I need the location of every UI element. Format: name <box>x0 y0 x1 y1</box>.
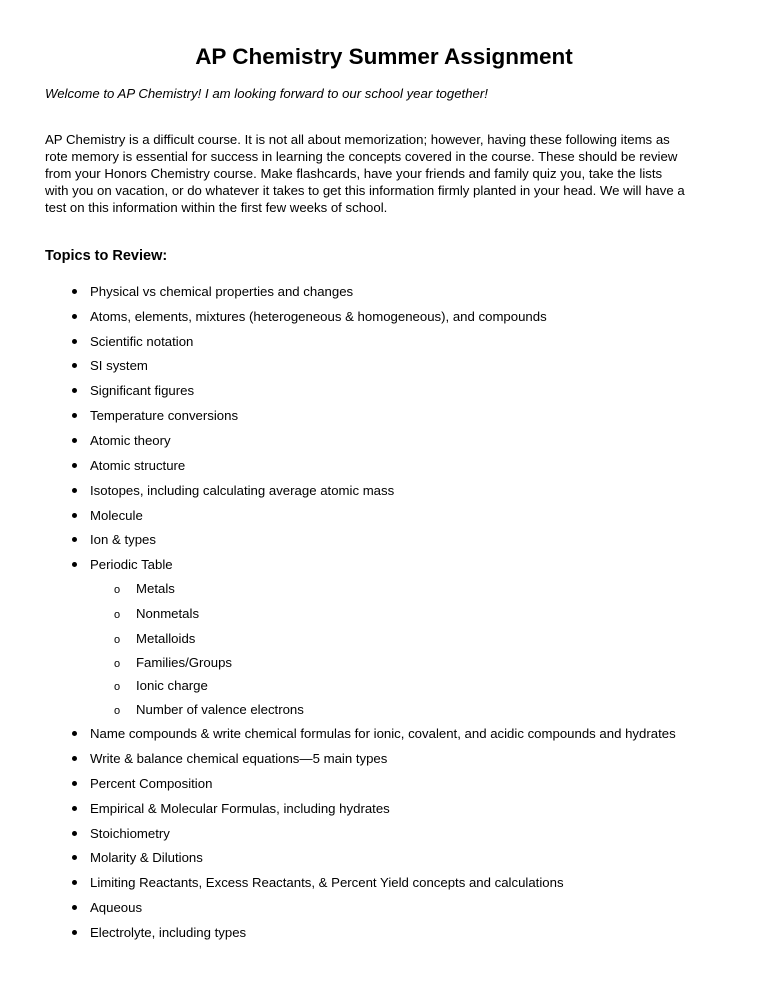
topic-text: Atomic theory <box>90 433 171 448</box>
hollow-bullet-icon: o <box>114 681 121 693</box>
topic-text: Electrolyte, including types <box>90 925 247 940</box>
page-title: AP Chemistry Summer Assignment <box>195 44 573 69</box>
intro-line: test on this information within the first few weeks of school. <box>45 200 388 215</box>
bullet-icon <box>72 314 77 319</box>
intro-line: with you on vacation, or do whatever it takes to get this information firmly planted in your head. We will have a <box>45 183 685 198</box>
bullet-icon <box>72 806 77 811</box>
topic-text: Scientific notation <box>90 334 194 349</box>
topic-text: Metalloids <box>136 631 196 646</box>
bullet-icon <box>72 438 77 443</box>
bullet-icon <box>72 289 77 294</box>
bullet-icon <box>72 488 77 493</box>
hollow-bullet-icon: o <box>114 584 121 596</box>
topic-text: Temperature conversions <box>90 408 239 423</box>
topics-heading: Topics to Review: <box>45 248 168 264</box>
hollow-bullet-icon: o <box>114 705 121 717</box>
topic-text: Molarity & Dilutions <box>90 850 203 865</box>
bullet-icon <box>72 905 77 910</box>
topic-text: Ionic charge <box>136 678 208 693</box>
bullet-icon <box>72 781 77 786</box>
bullet-icon <box>72 831 77 836</box>
topic-text: Number of valence electrons <box>136 702 304 717</box>
topic-text: Atoms, elements, mixtures (heterogeneous & homogeneous), and compounds <box>90 309 547 324</box>
intro-line: AP Chemistry is a difficult course. It is not all about memorization; however, having these following items as <box>45 132 670 147</box>
topic-text: Ion & types <box>90 532 156 547</box>
topic-text: Stoichiometry <box>90 826 170 841</box>
topic-text: Limiting Reactants, Excess Reactants, & Percent Yield concepts and calculations <box>90 875 564 890</box>
topic-text: Empirical & Molecular Formulas, including hydrates <box>90 801 390 816</box>
topic-text: Nonmetals <box>136 606 200 621</box>
topic-text: Physical vs chemical properties and changes <box>90 284 354 299</box>
topic-text: Significant figures <box>90 383 195 398</box>
topic-text: Percent Composition <box>90 776 213 791</box>
topic-text: Write & balance chemical equations—5 main types <box>90 751 388 766</box>
hollow-bullet-icon: o <box>114 634 121 646</box>
topic-text: Aqueous <box>90 900 143 915</box>
intro-line: rote memory is essential for success in learning the concepts covered in the course. These should be review <box>45 149 678 164</box>
intro-paragraph <box>45 131 735 216</box>
hollow-bullet-icon: o <box>114 658 121 670</box>
topic-text: SI system <box>90 358 148 373</box>
topic-text: Atomic structure <box>90 458 186 473</box>
bullet-icon <box>72 413 77 418</box>
bullet-icon <box>72 880 77 885</box>
bullet-icon <box>72 463 77 468</box>
topic-text: Metals <box>136 581 175 596</box>
bullet-icon <box>72 339 77 344</box>
bullet-icon <box>72 537 77 542</box>
topic-text: Molecule <box>90 508 143 523</box>
bullet-icon <box>72 388 77 393</box>
bullet-icon <box>72 756 77 761</box>
topic-text: Name compounds & write chemical formulas for ionic, covalent, and acidic compounds and hydrates <box>90 726 676 741</box>
bullet-icon <box>72 363 77 368</box>
welcome-text: Welcome to AP Chemistry! I am looking forward to our school year together! <box>45 86 488 101</box>
topic-text: Isotopes, including calculating average atomic mass <box>90 483 395 498</box>
bullet-icon <box>72 731 77 736</box>
intro-line: from your Honors Chemistry course. Make flashcards, have your friends and family quiz you, take the lists <box>45 166 663 181</box>
hollow-bullet-icon: o <box>114 609 121 621</box>
topic-text: Periodic Table <box>90 557 173 572</box>
bullet-icon <box>72 855 77 860</box>
bullet-icon <box>72 562 77 567</box>
bullet-icon <box>72 930 77 935</box>
topic-text: Families/Groups <box>136 655 233 670</box>
bullet-icon <box>72 513 77 518</box>
